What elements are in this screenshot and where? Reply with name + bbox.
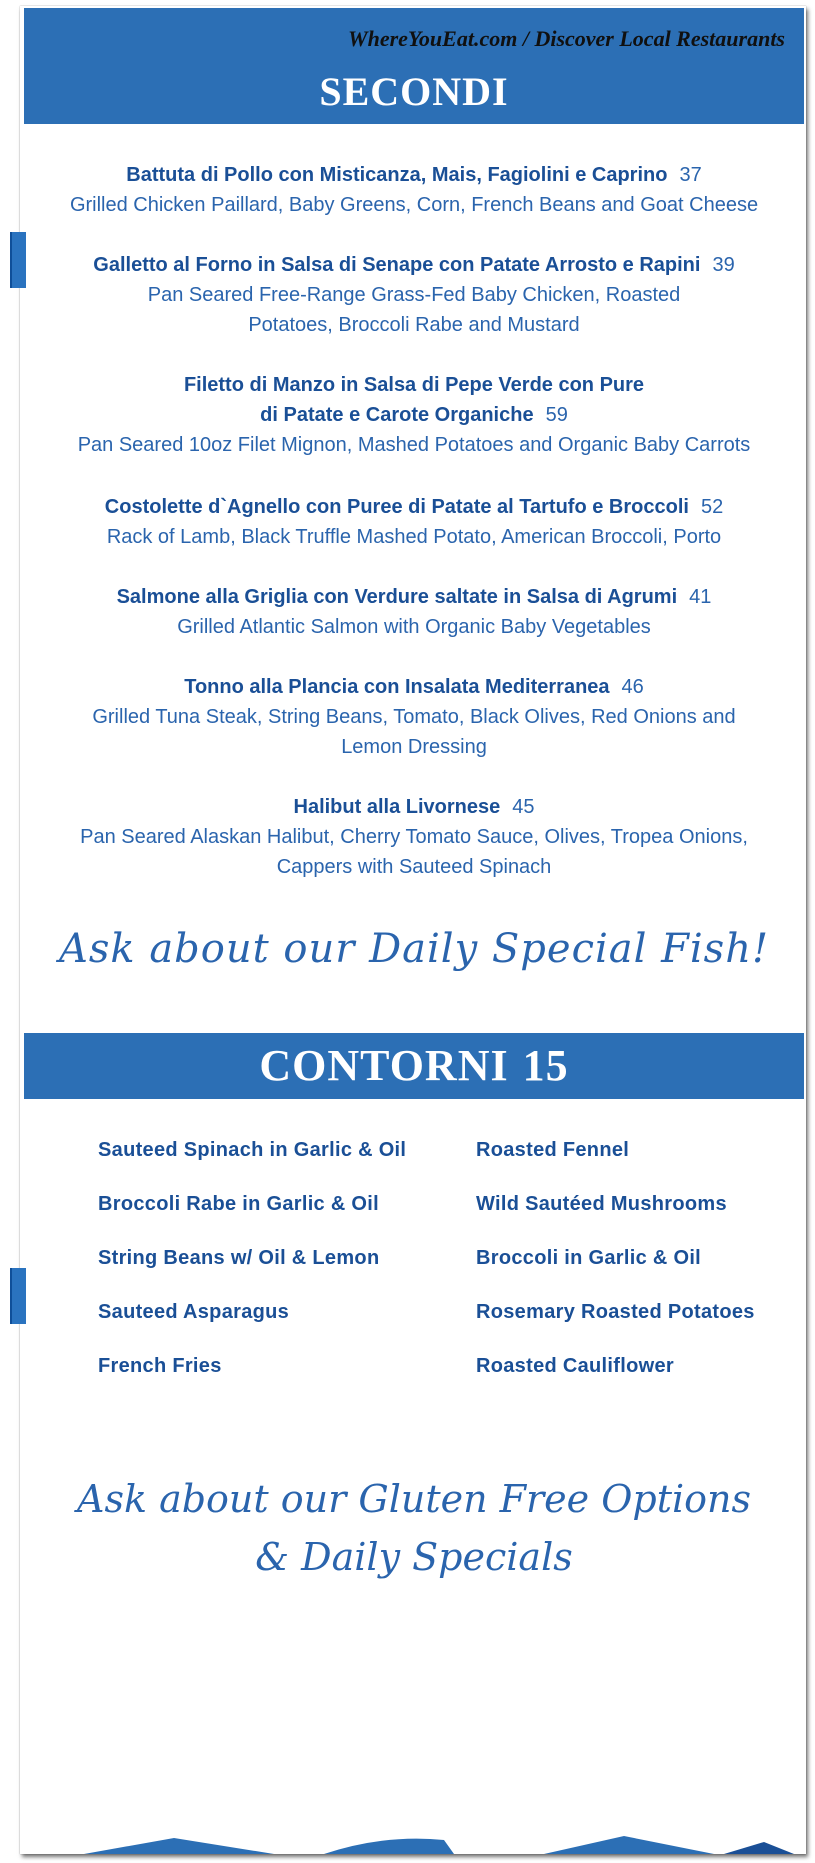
dish-name: Tonno alla Plancia con Insalata Mediterranea 46 <box>184 676 644 698</box>
gluten-free-note-line: Ask about our Gluten Free Options <box>77 1477 751 1521</box>
dish-item <box>24 672 804 762</box>
footer-swoosh-art <box>24 1828 804 1854</box>
side-item: French Fries <box>98 1355 222 1377</box>
dish-name: Costolette d`Agnello con Puree di Patate al Tartufo e Broccoli 52 <box>104 496 724 518</box>
contorni-title: CONTORNI 15 <box>259 1041 569 1090</box>
side-item: Rosemary Roasted Potatoes <box>476 1301 755 1323</box>
dish-item <box>24 582 804 642</box>
side-item: Wild Sautéed Mushrooms <box>476 1193 727 1215</box>
dish-description: Rack of Lamb, Black Truffle Mashed Potato, American Broccoli, Porto <box>106 526 722 548</box>
dish-name: Filetto di Manzo in Salsa di Pepe Verde con Pure di Patate e Carote Organiche 59 <box>183 374 645 426</box>
dish-item <box>24 160 804 220</box>
side-item: Broccoli Rabe in Garlic & Oil <box>98 1193 379 1215</box>
dish-price: 37 <box>679 164 702 186</box>
daily-special-fish-note: Ask about our Daily Special Fish! <box>58 926 770 972</box>
dish-description: Grilled Atlantic Salmon with Organic Baby Vegetables <box>177 616 651 638</box>
dish-description: Pan Seared Alaskan Halibut, Cherry Tomato Sauce, Olives, Tropea Onions, Cappers with Sauteed Spinach <box>80 826 748 878</box>
dish-price: 41 <box>689 586 712 608</box>
side-item: Broccoli in Garlic & Oil <box>476 1247 702 1269</box>
side-item: Roasted Fennel <box>476 1139 630 1161</box>
site-watermark[interactable]: WhereYouEat.com / Discover Local Restaurants <box>348 26 785 51</box>
side-item: Sauteed Asparagus <box>98 1301 290 1323</box>
edge-tab-marker <box>10 1268 26 1324</box>
side-item: Sauteed Spinach in Garlic & Oil <box>98 1139 407 1161</box>
dish-name: Battuta di Pollo con Misticanza, Mais, Fagiolini e Caprino 37 <box>126 164 702 186</box>
dish-price: 46 <box>621 676 644 698</box>
dish-description: Grilled Tuna Steak, String Beans, Tomato, Black Olives, Red Onions and Lemon Dressing <box>92 706 736 758</box>
dish-name: Galletto al Forno in Salsa di Senape con Patate Arrosto e Rapini 39 <box>93 254 735 276</box>
secondi-title: SECONDI <box>319 69 509 114</box>
dish-item <box>24 792 804 882</box>
dish-price: 45 <box>512 796 535 818</box>
dish-price: 59 <box>545 404 568 426</box>
dish-price: 52 <box>700 496 724 518</box>
contorni-price: 15 <box>522 1041 569 1090</box>
dish-description: Grilled Chicken Paillard, Baby Greens, Corn, French Beans and Goat Cheese <box>69 194 759 216</box>
contorni-list <box>98 1135 778 1405</box>
dish-item <box>24 370 804 460</box>
gluten-free-note <box>24 1470 804 1586</box>
side-item: Roasted Cauliflower <box>476 1355 674 1377</box>
side-item: String Beans w/ Oil & Lemon <box>98 1247 380 1269</box>
gluten-free-note-line: & Daily Specials <box>255 1535 573 1579</box>
dish-description: Pan Seared 10oz Filet Mignon, Mashed Potatoes and Organic Baby Carrots <box>77 434 751 456</box>
dish-name: Halibut alla Livornese 45 <box>293 796 535 818</box>
dish-item <box>24 492 804 552</box>
dish-item <box>24 250 804 340</box>
dish-price: 39 <box>712 254 735 276</box>
dish-description: Pan Seared Free-Range Grass-Fed Baby Chicken, Roasted Potatoes, Broccoli Rabe and Mustard <box>147 284 681 336</box>
dish-name: Salmone alla Griglia con Verdure saltate in Salsa di Agrumi 41 <box>116 586 712 608</box>
